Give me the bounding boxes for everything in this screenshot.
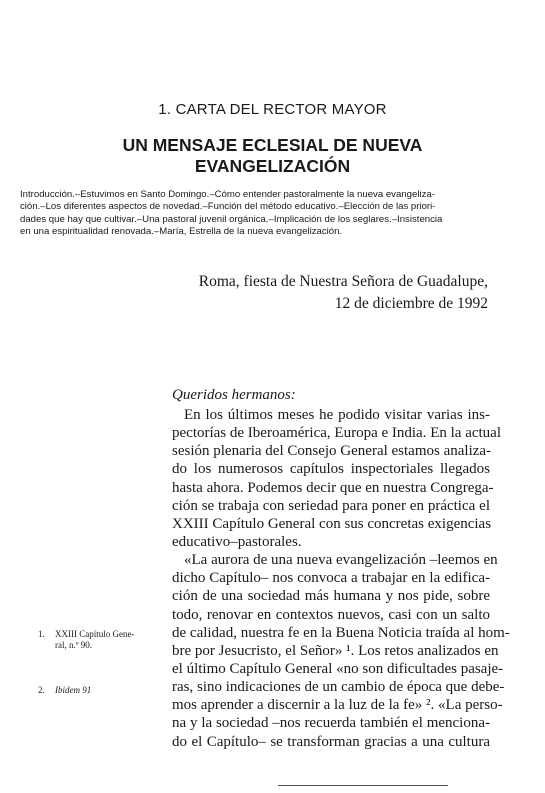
bottom-rule xyxy=(278,785,448,786)
summary-line: Introducción.–Estuvimos en Santo Domingo.–Cómo entender pastoralmente la nueva evangeliza- xyxy=(20,189,435,200)
body-line: todo, renovar en contextos nuevos, casi con un salto xyxy=(172,606,490,623)
footnote-2 xyxy=(38,685,91,696)
body-line: mos aprender a discernir a la luz de la fe» ². «La perso- xyxy=(172,697,503,714)
salutation: Queridos hermanos: xyxy=(172,387,296,403)
section-heading: 1. CARTA DEL RECTOR MAYOR xyxy=(158,101,387,118)
body-line: do el Capítulo– se transforman gracias a una cultura xyxy=(172,733,490,750)
title-line-2: EVANGELIZACIÓN xyxy=(194,156,351,176)
body-line: hasta ahora. Podemos decir que en nuestra Congrega- xyxy=(172,479,494,496)
page-title xyxy=(0,135,545,177)
body-line: de calidad, nuestra fe en la Buena Noticia traída al hom- xyxy=(172,624,510,641)
footnote-number: 1. xyxy=(38,629,45,639)
body-line: na y la sociedad –nos recuerda también el menciona- xyxy=(172,715,490,732)
summary-line: ción.–Los diferentes aspectos de novedad.–Función del método educativo.–Elección de las priori- xyxy=(20,201,436,213)
body-text xyxy=(172,406,510,751)
body-line: bre por Jesucristo, el Señor» ¹. Los retos analizados en xyxy=(172,642,499,659)
body-line: ción se trabaja con seriedad para poner en práctica el xyxy=(172,497,490,514)
footnote-text: Ibidem 91 xyxy=(55,685,92,695)
title-line-1: UN MENSAJE ECLESIAL DE NUEVA xyxy=(122,135,423,155)
body-line: el último Capítulo General «no son dificultades pasaje- xyxy=(172,660,504,677)
body-line: ción de una sociedad más humana y nos pide, sobre xyxy=(172,588,490,605)
footnote-text: XXIII Capítulo Gene- xyxy=(55,629,135,639)
footnote-number: 2. xyxy=(38,685,45,695)
body-line: dicho Capítulo– nos convoca a trabajar en la edifica- xyxy=(172,570,490,587)
body-line: En los últimos meses he podido visitar varias ins- xyxy=(184,407,490,423)
footnote-1 xyxy=(38,629,148,651)
body-line: sesión plenaria del Consejo General estamos analiza- xyxy=(172,443,492,460)
body-line: «La aurora de una nueva evangelización –leemos en xyxy=(184,552,498,569)
footnote-text-continued: ral, n.º 90. xyxy=(55,640,93,650)
body-line: pectorías de Iberoamérica, Europa e India. En la actual xyxy=(172,425,501,442)
summary-line: dades que hay que cultivar.–Una pastoral juvenil orgánica.–Implicación de los seglares.–Insistencia xyxy=(20,213,443,225)
body-line: educativo–pastorales. xyxy=(172,533,302,550)
body-line: do los numerosos capítulos inspectoriales llegados xyxy=(172,461,490,478)
dateline-date: 12 de diciembre de 1992 xyxy=(334,295,488,312)
body-line: ras, sino indicaciones de un cambio de época que debe- xyxy=(172,679,505,696)
summary-line: en una espiritualidad renovada.–María, Estrella de la nueva evangelización. xyxy=(20,225,343,237)
dateline-place: Roma, fiesta de Nuestra Señora de Guadalupe, xyxy=(198,273,488,290)
chapter-summary xyxy=(20,189,535,238)
body-line: XXIII Capítulo General con sus concretas exigencias xyxy=(172,515,492,532)
